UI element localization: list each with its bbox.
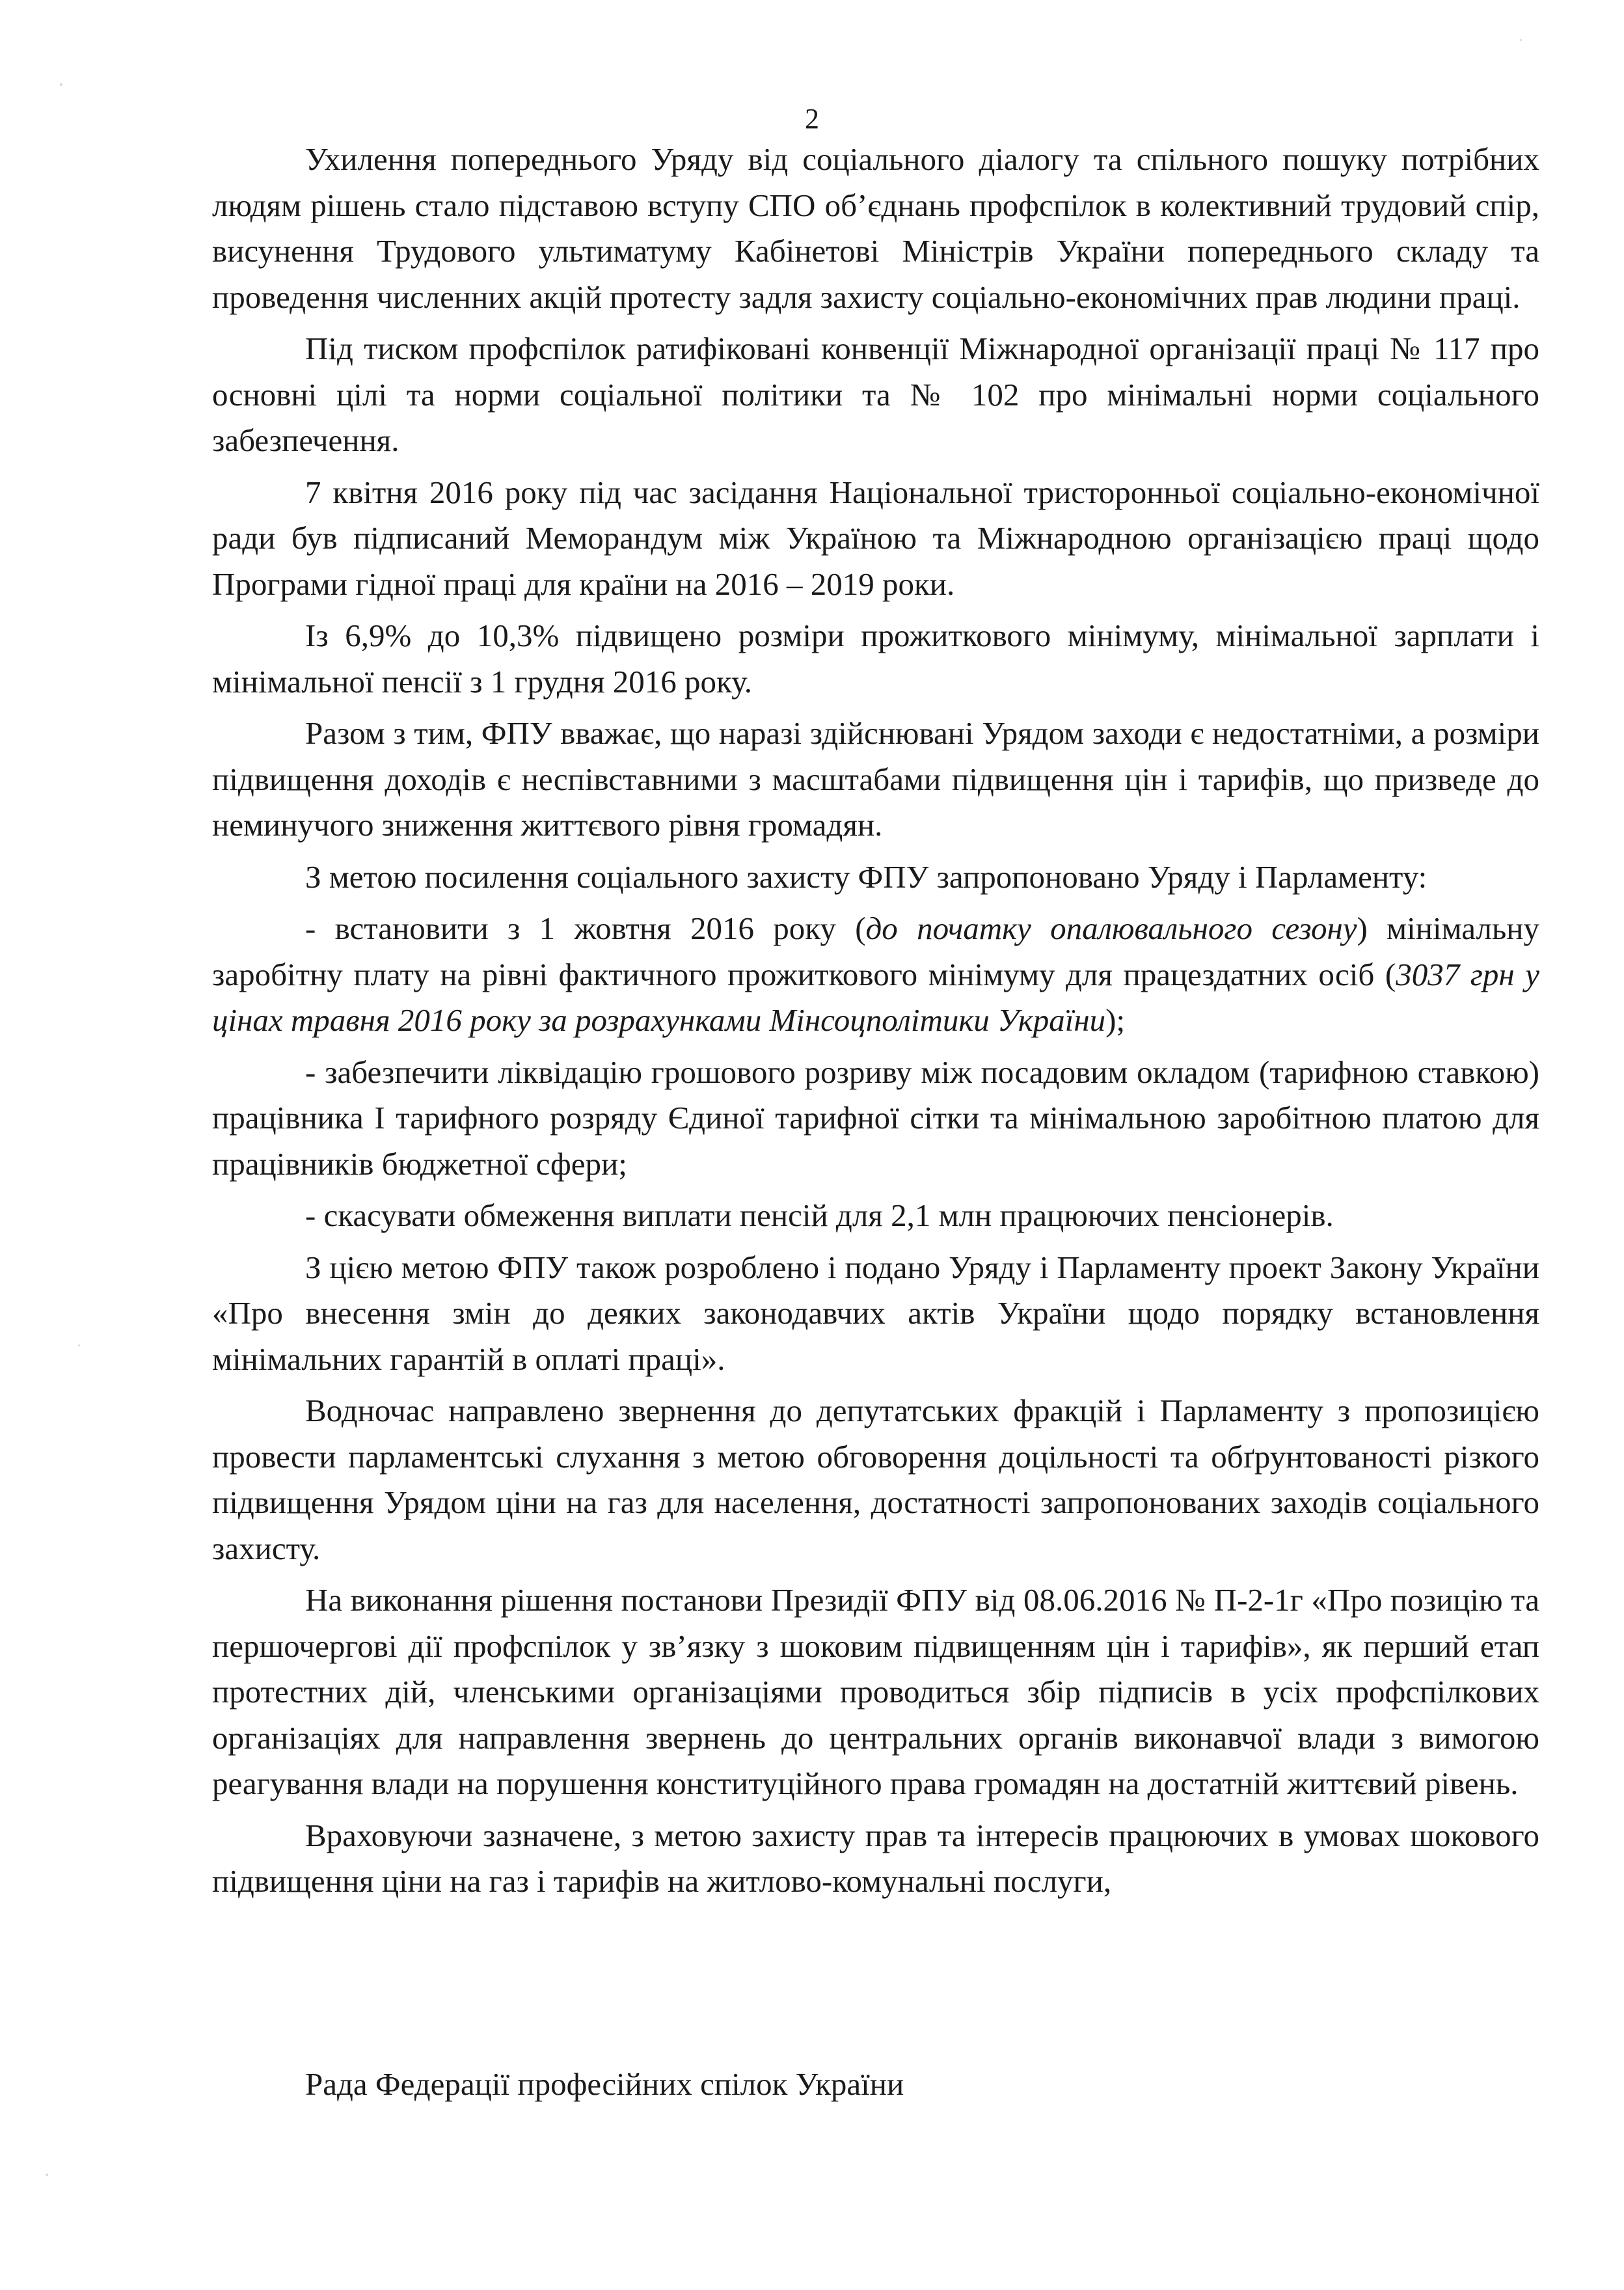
signature-line: Рада Федерації професійних спілок України	[305, 2066, 904, 2102]
list-item-1-mid: ) мінімальну заробітну плату на рівні фактичного прожиткового мінімуму для працездатних осіб (	[212, 910, 1539, 992]
paragraph-1: Ухилення попереднього Уряду від соціального діалогу та спільного пошуку потрібних людям рішень стало підставою вступу СПО об’єднань профспілок в колективний трудовий спір, висунення Трудового ультиматуму Кабінетові Міністрів України попереднього складу та проведення численних акцій протесту задля захисту соціально-економічних прав людини праці.	[212, 141, 1539, 315]
paragraph-8: Водночас направлено звернення до депутатських фракцій і Парламенту з пропозицією провести парламентські слухання з метою обговорення доцільності та обґрунтованості різкого підвищення Урядом ціни на газ для населення, достатності запропонованих заходів соціального захисту.	[212, 1393, 1539, 1566]
paragraph-10: Враховуючи зазначене, з метою захисту прав та інтересів працюючих в умовах шокового підвищення ціни на газ і тарифів на житлово-комунальні послуги,	[212, 1817, 1539, 1899]
paragraph-3: 7 квітня 2016 року під час засідання Національної тристоронньої соціально-економічної ради був підписаний Меморандум між Україною та Міжнародною організацією праці щодо Програми гідної праці для країни на 2016 – 2019 роки.	[212, 474, 1539, 602]
scan-speck	[46, 2174, 48, 2176]
page-number: 2	[805, 103, 819, 135]
paragraph-7: З цією метою ФПУ також розроблено і подано Уряду і Парламенту проект Закону України «Про внесення змін до деяких законодавчих актів України щодо порядку встановлення мінімальних гарантій в оплаті праці».	[212, 1249, 1539, 1377]
paragraph-9: На виконання рішення постанови Президії ФПУ від 08.06.2016 № П-2-1г «Про позицію та першочергові дії профспілок у зв’язку з шоковим підвищенням цін і тарифів», як перший етап протестних дій, членськими організаціями проводиться збір підписів в усіх профспілкових організаціях для направлення звернень до центральних органів виконавчої влади з вимогою реагування влади на порушення конституційного права громадян на достатній життєвий рівень.	[212, 1582, 1539, 1801]
list-item-1-tail: );	[1105, 1002, 1126, 1038]
list-item-2: - забезпечити ліквідацію грошового розриву між посадовим окладом (тарифною ставкою) працівника І тарифного розряду Єдиної тарифної сітки та мінімальною заробітною платою для працівників бюджетної сфери;	[212, 1054, 1539, 1182]
scan-speck	[78, 1344, 80, 1346]
paragraph-6: З метою посилення соціального захисту ФПУ запропоновано Уряду і Парламенту:	[305, 858, 1428, 895]
list-item-1	[212, 906, 1539, 1044]
list-item-1-note-1: до початку опалювального сезону	[865, 910, 1357, 946]
list-item-3: - скасувати обмеження виплати пенсій для 2,1 млн працюючих пенсіонерів.	[305, 1197, 1334, 1233]
paragraph-5: Разом з тим, ФПУ вважає, що наразі здійснювані Урядом заходи є недостатніми, а розміри підвищення доходів є неспівставними з масштабами підвищення цін і тарифів, що призведе до неминучого зниження життєвого рівня громадян.	[212, 715, 1539, 843]
list-item-1-note-2: 3037 грн у цінах травня 2016 року за розрахунками Мінсоцполітики України	[212, 956, 1539, 1038]
document-body	[212, 137, 1539, 1905]
paragraph-2: Під тиском профспілок ратифіковані конвенції Міжнародної організації праці № 117 про основні цілі та норми соціальної політики та № 102 про мінімальні норми соціального забезпечення.	[212, 331, 1539, 458]
list-item-1-lead: - встановити з 1 жовтня 2016 року (	[305, 910, 866, 946]
paragraph-4: Із 6,9% до 10,3% підвищено розміри прожиткового мінімуму, мінімальної зарплати і мінімальної пенсії з 1 грудня 2016 року.	[212, 618, 1539, 700]
scan-speck	[60, 83, 62, 86]
scan-speck	[1520, 39, 1522, 41]
